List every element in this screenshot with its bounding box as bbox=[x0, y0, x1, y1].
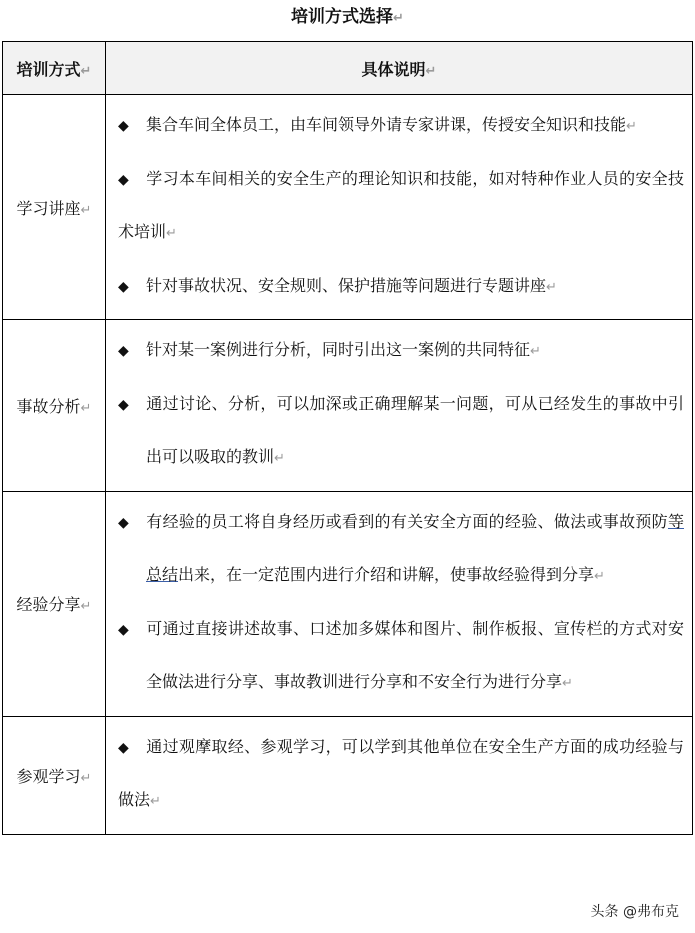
diamond-bullet-icon: ◆ bbox=[118, 171, 129, 188]
watermark: 头条 @弗布克 bbox=[590, 904, 679, 920]
description-text: 可通过直接讲述故事、口述加多媒体和图片、制作板报、宣传栏的方式对安全做法进行分享、事故教训进行分享和不安全行为进行分享 bbox=[146, 618, 684, 691]
training-method-label: 参观学习 bbox=[16, 766, 81, 786]
table-body bbox=[3, 95, 693, 835]
paragraph-mark-icon: ↵ bbox=[626, 119, 637, 134]
paragraph-mark-icon: ↵ bbox=[530, 344, 541, 359]
description-item bbox=[118, 721, 684, 828]
paragraph-mark-icon: ↵ bbox=[166, 226, 177, 241]
underlined-text: 等总结 bbox=[146, 511, 684, 584]
description-text: 集合车间全体员工，由车间领导外请专家讲课，传授安全知识和技能 bbox=[146, 115, 627, 134]
diamond-bullet-icon: ◆ bbox=[118, 343, 129, 359]
description-item bbox=[118, 603, 684, 710]
description-text: 出来，在一定范围内进行介绍和讲解，使事故经验得到分享 bbox=[178, 565, 595, 584]
header-method: 培训方式↵ bbox=[3, 42, 106, 95]
description-cell bbox=[106, 320, 693, 492]
table-row bbox=[3, 716, 693, 834]
paragraph-mark-icon: ↵ bbox=[594, 569, 605, 584]
training-method-cell bbox=[3, 95, 106, 320]
document-title: 培训方式选择↵ bbox=[291, 7, 404, 27]
training-methods-table bbox=[2, 41, 693, 835]
description-item bbox=[118, 496, 684, 603]
table-row bbox=[3, 95, 693, 320]
description-item bbox=[118, 260, 684, 314]
description-text: 通过观摩取经、参观学习，可以学到其他单位在安全生产方面的成功经验与做法 bbox=[118, 736, 684, 809]
training-method-cell bbox=[3, 716, 106, 834]
diamond-bullet-icon: ◆ bbox=[118, 396, 129, 413]
description-item bbox=[118, 378, 684, 485]
paragraph-mark-icon: ↵ bbox=[562, 676, 573, 691]
training-method-cell bbox=[3, 320, 106, 492]
description-cell bbox=[106, 491, 693, 716]
paragraph-mark-icon: ↵ bbox=[150, 794, 161, 809]
training-method-label: 学习讲座 bbox=[16, 198, 81, 218]
diamond-bullet-icon: ◆ bbox=[118, 514, 129, 531]
diamond-bullet-icon: ◆ bbox=[118, 118, 129, 134]
table-row bbox=[3, 491, 693, 716]
description-text: 学习本车间相关的安全生产的理论知识和技能，如对特种作业人员的安全技术培训 bbox=[118, 168, 684, 241]
header-description: 具体说明↵ bbox=[106, 42, 693, 95]
table-row bbox=[3, 320, 693, 492]
description-text: 针对事故状况、安全规则、保护措施等问题进行专题讲座 bbox=[146, 275, 547, 295]
training-method-label: 经验分享 bbox=[16, 595, 81, 614]
description-cell bbox=[106, 716, 693, 834]
description-item bbox=[118, 153, 684, 260]
paragraph-mark-icon: ↵ bbox=[80, 770, 92, 786]
diamond-bullet-icon: ◆ bbox=[118, 278, 129, 295]
training-method-cell bbox=[3, 491, 106, 716]
description-text: 针对某一案例进行分析，同时引出这一案例的共同特征 bbox=[146, 340, 531, 359]
paragraph-mark-icon: ↵ bbox=[80, 202, 92, 218]
description-item bbox=[118, 99, 684, 153]
paragraph-mark-icon: ↵ bbox=[546, 279, 557, 295]
paragraph-mark-icon: ↵ bbox=[80, 400, 92, 416]
description-text: 通过讨论、分析，可以加深或正确理解某一问题，可从已经发生的事故中引出可以吸取的教训 bbox=[146, 393, 684, 466]
diamond-bullet-icon: ◆ bbox=[118, 621, 129, 638]
paragraph-mark-icon: ↵ bbox=[80, 599, 92, 614]
description-cell bbox=[106, 95, 693, 320]
description-item bbox=[118, 324, 684, 378]
paragraph-mark-icon: ↵ bbox=[274, 451, 285, 466]
table-header-row bbox=[3, 42, 693, 95]
diamond-bullet-icon: ◆ bbox=[118, 739, 129, 756]
description-text: 有经验的员工将自身经历或看到的有关安全方面的经验、做法或事故预防 bbox=[146, 511, 668, 531]
training-methods-table-wrapper bbox=[2, 41, 692, 835]
training-method-label: 事故分析 bbox=[16, 396, 81, 416]
paragraph-mark-icon: ↵ bbox=[393, 11, 404, 26]
